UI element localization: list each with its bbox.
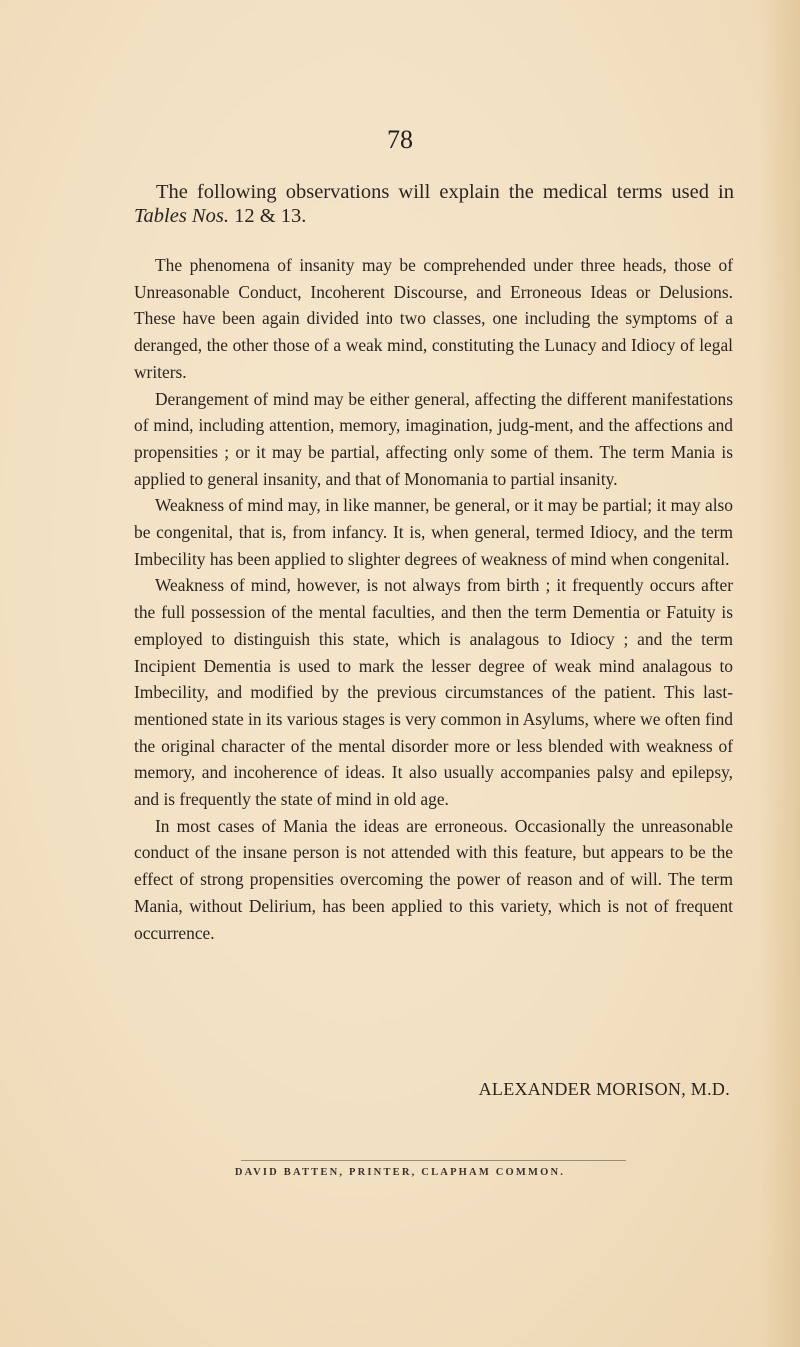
intro-italic-reference: Tables Nos.: [134, 205, 229, 227]
author-signature: ALEXANDER MORISON, M.D.: [478, 1079, 730, 1099]
paragraph-phenomena: The phenomena of insanity may be comprehended under three heads, those of Unreasonable Conduct, Incoherent Discourse, and Erroneous Ideas or Delusions. These have been again divided into two classes, one including the symptoms of a deranged, the other those of a weak mind, constituting the Lunacy and Idiocy of legal writers.: [134, 255, 733, 382]
intro-text-before: The following observations will explain the medical terms used in: [156, 181, 734, 203]
printer-imprint: DAVID BATTEN, PRINTER, CLAPHAM COMMON.: [234, 1167, 566, 1178]
intro-paragraph: [134, 180, 734, 228]
paragraph-weakness: Weakness of mind may, in like manner, be general, or it may be partial; it may also be congenital, that is, from infancy. It is, when general, termed Idiocy, and the term Imbecility has been applied to slighter degrees of weakness of mind when congenital.: [134, 495, 733, 569]
body-text: [134, 252, 733, 946]
paragraph-dementia: Weakness of mind, however, is not always from birth ; it frequently occurs after the full possession of the mental faculties, and then the term Dementia or Fatuity is employed to distinguish this state, which is analagous to Idiocy ; and the term Incipient Dementia is used to mark the lesser degree of weak mind analagous to Imbecility, and modified by the previous circumstances of the patient. This last-mentioned state in its various stages is very common in Asylums, where we often find the original character of the mental disorder more or less blended with weakness of memory, and incoherence of ideas. It also usually accompanies palsy and epilepsy, and is frequently the state of mind in old age.: [134, 575, 733, 810]
horizontal-rule: [241, 1160, 626, 1161]
page-number: 78: [387, 125, 413, 154]
page-edge-shadow: [760, 0, 800, 1347]
intro-text-after: 12 & 13.: [228, 205, 307, 227]
paragraph-derangement: Derangement of mind may be either general, affecting the different manifestations of mind, including attention, memory, imagination, judg-ment, and the affections and propensities ; or it may be partial, affecting only some of them. The term Mania is applied to general insanity, and that of Monomania to partial insanity.: [134, 388, 733, 489]
paragraph-mania: In most cases of Mania the ideas are erroneous. Occasionally the unreasonable conduct of the insane person is not attended with this feature, but appears to be the effect of strong propensities overcoming the power of reason and of will. The term Mania, without Delirium, has been applied to this variety, which is not of frequent occurrence.: [134, 815, 733, 943]
